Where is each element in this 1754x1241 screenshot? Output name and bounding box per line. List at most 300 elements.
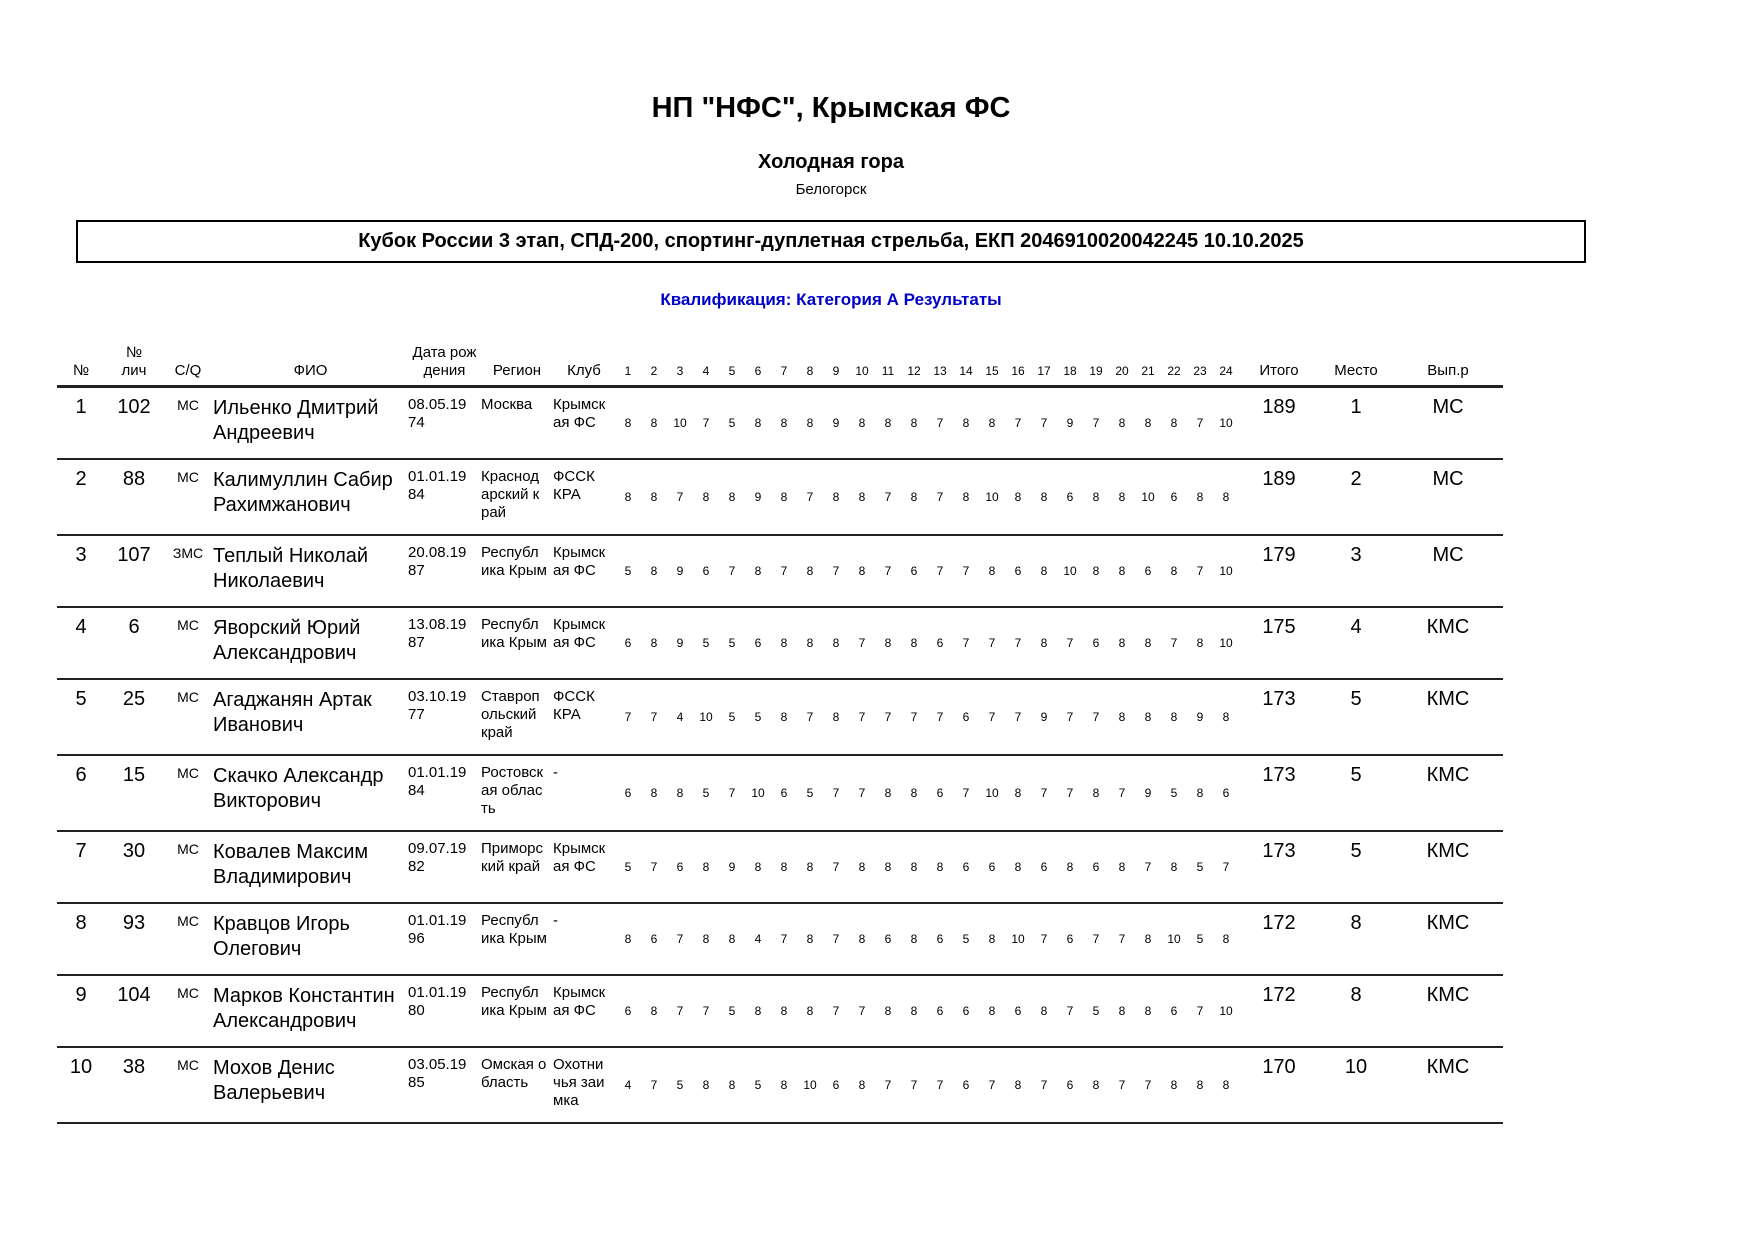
series-score-cell: 6: [1014, 1004, 1022, 1018]
class-cell: МС: [177, 617, 199, 633]
series-score-cell: 8: [650, 636, 658, 650]
series-score-cell: 6: [1092, 860, 1100, 874]
series-score-cell: 8: [702, 1078, 710, 1092]
table-row: [57, 1047, 1503, 1123]
header-series: 4: [702, 363, 710, 378]
series-score-cell: 6: [1092, 636, 1100, 650]
header-place: Место: [1334, 362, 1378, 379]
bib-number-cell: 6: [128, 616, 140, 638]
row-number-cell: 10: [69, 1056, 93, 1078]
header-series: 21: [1141, 363, 1155, 378]
row-number-cell: 9: [75, 984, 87, 1006]
header-dob: [408, 344, 481, 387]
series-score-cell: 7: [702, 1004, 710, 1018]
section-title: Квалификация: Категория А Результаты: [660, 290, 1002, 309]
series-score-cell: 8: [1222, 490, 1230, 504]
series-score-cell: 8: [1144, 932, 1152, 946]
series-score-cell: 8: [780, 860, 788, 874]
series-score-cell: 7: [1040, 1078, 1048, 1092]
series-score-cell: 6: [910, 564, 918, 578]
series-score-cell: 6: [1066, 490, 1074, 504]
series-score-cell: 6: [1066, 932, 1074, 946]
series-score-cell: 10: [1219, 416, 1233, 430]
header-series: 22: [1167, 363, 1181, 378]
series-score-cell: 8: [1014, 786, 1022, 800]
header-total: Итого: [1259, 362, 1299, 379]
series-score-cell: 7: [832, 564, 840, 578]
series-score-cell: 8: [1118, 860, 1126, 874]
header-series: 15: [985, 363, 999, 378]
series-score-cell: 8: [1092, 1078, 1100, 1092]
series-score-cell: 8: [988, 416, 996, 430]
series-score-cell: 10: [1219, 1004, 1233, 1018]
table-header-row: [57, 344, 1503, 387]
total-cell: 172: [1262, 984, 1296, 1006]
series-score-cell: 6: [936, 786, 944, 800]
birth-date-cell: 09.07.1982: [408, 840, 467, 875]
series-score-cell: 8: [702, 860, 710, 874]
series-score-cell: 7: [624, 710, 632, 724]
bib-number-cell: 38: [122, 1056, 146, 1078]
series-score-cell: 10: [1167, 932, 1181, 946]
series-score-cell: 9: [754, 490, 762, 504]
series-score-cell: 7: [1196, 1004, 1204, 1018]
series-score-cell: 6: [1170, 490, 1178, 504]
series-score-cell: 8: [1014, 1078, 1022, 1092]
series-score-cell: 8: [702, 932, 710, 946]
table-row: [57, 975, 1503, 1047]
athlete-name-cell: Ковалев Максим Владимирович: [213, 841, 369, 888]
header-series: 20: [1115, 363, 1129, 378]
series-score-cell: 7: [1092, 932, 1100, 946]
region-cell: Республика Крым: [481, 544, 547, 579]
place-cell: 1: [1350, 396, 1362, 418]
series-score-cell: 8: [780, 636, 788, 650]
series-score-cell: 6: [1222, 786, 1230, 800]
header-series: 1: [624, 363, 632, 378]
table-row: [57, 387, 1503, 460]
place-cell: 8: [1350, 984, 1362, 1006]
series-score-cell: 6: [1066, 1078, 1074, 1092]
series-score-cell: 7: [1118, 1078, 1126, 1092]
rank-cell: КМС: [1426, 840, 1470, 862]
series-score-cell: 5: [1196, 860, 1204, 874]
row-number-cell: 3: [75, 544, 87, 566]
series-score-cell: 5: [754, 710, 762, 724]
series-score-cell: 8: [650, 416, 658, 430]
class-cell: МС: [177, 469, 199, 485]
series-score-cell: 8: [1092, 786, 1100, 800]
series-score-cell: 5: [676, 1078, 684, 1092]
series-score-cell: 5: [728, 1004, 736, 1018]
series-score-cell: 7: [988, 636, 996, 650]
series-score-cell: 8: [832, 636, 840, 650]
row-number-cell: 6: [75, 764, 87, 786]
series-score-cell: 8: [728, 490, 736, 504]
series-score-cell: 7: [988, 1078, 996, 1092]
series-score-cell: 7: [832, 860, 840, 874]
series-score-cell: 7: [1066, 786, 1074, 800]
series-score-cell: 10: [1141, 490, 1155, 504]
series-score-cell: 5: [754, 1078, 762, 1092]
bib-number-cell: 93: [122, 912, 146, 934]
series-score-cell: 8: [910, 860, 918, 874]
series-score-cell: 8: [910, 416, 918, 430]
series-score-cell: 7: [884, 710, 892, 724]
bib-number-cell: 25: [122, 688, 146, 710]
header-series: 6: [754, 363, 762, 378]
series-score-cell: 7: [806, 710, 814, 724]
series-score-cell: 8: [1118, 564, 1126, 578]
series-score-cell: 6: [1144, 564, 1152, 578]
series-score-cell: 10: [1219, 636, 1233, 650]
results-table-body: [57, 387, 1503, 1124]
event-banner: Кубок России 3 этап, СПД-200, спортинг-дуплетная стрельба, ЕКП 2046910020042245 10.10.2025: [76, 220, 1586, 263]
series-score-cell: 6: [702, 564, 710, 578]
athlete-name-cell: Марков Константин Александрович: [213, 985, 395, 1032]
rank-cell: КМС: [1426, 1056, 1470, 1078]
series-score-cell: 8: [780, 710, 788, 724]
row-number-cell: 4: [75, 616, 87, 638]
birth-date-cell: 13.08.1987: [408, 616, 467, 651]
athlete-name-cell: Мохов Денис Валерьевич: [213, 1057, 335, 1104]
header-name: ФИО: [293, 362, 328, 379]
series-score-cell: 8: [1170, 416, 1178, 430]
series-score-cell: 7: [910, 1078, 918, 1092]
series-score-cell: 8: [884, 786, 892, 800]
page-title: НП "НФС", Крымская ФС: [651, 92, 1011, 124]
series-score-cell: 6: [832, 1078, 840, 1092]
series-score-cell: 4: [676, 710, 684, 724]
club-cell: Крымская ФС: [553, 984, 606, 1019]
header-bib: [105, 344, 163, 387]
class-cell: МС: [177, 689, 199, 705]
series-score-cell: 7: [728, 786, 736, 800]
series-score-cell: 8: [832, 710, 840, 724]
series-score-cell: 7: [962, 786, 970, 800]
series-score-cell: 8: [806, 932, 814, 946]
series-score-cell: 7: [1092, 416, 1100, 430]
series-score-cell: 8: [1170, 710, 1178, 724]
series-score-cell: 8: [1222, 710, 1230, 724]
club-cell: Крымская ФС: [553, 616, 606, 651]
series-score-cell: 7: [1066, 636, 1074, 650]
series-score-cell: 8: [1040, 1004, 1048, 1018]
series-score-cell: 8: [1196, 490, 1204, 504]
header-series: 2: [650, 363, 658, 378]
series-score-cell: 7: [1144, 860, 1152, 874]
birth-date-cell: 08.05.1974: [408, 396, 467, 431]
region-cell: Республика Крым: [481, 984, 547, 1019]
table-row: [57, 679, 1503, 755]
series-score-cell: 7: [1066, 1004, 1074, 1018]
series-score-cell: 8: [1196, 1078, 1204, 1092]
series-score-cell: 8: [754, 564, 762, 578]
series-score-cell: 7: [936, 564, 944, 578]
series-score-cell: 7: [1118, 786, 1126, 800]
class-cell: МС: [177, 913, 199, 929]
series-score-cell: 6: [650, 932, 658, 946]
place-cell: 2: [1350, 468, 1362, 490]
series-score-cell: 8: [624, 932, 632, 946]
club-cell: ФССК КРА: [553, 688, 595, 723]
place-cell: 5: [1350, 764, 1362, 786]
series-score-cell: 7: [910, 710, 918, 724]
header-series: 3: [676, 363, 684, 378]
series-score-cell: 8: [754, 860, 762, 874]
table-row: [57, 755, 1503, 831]
series-score-cell: 8: [858, 1078, 866, 1092]
series-score-cell: 7: [1170, 636, 1178, 650]
series-score-cell: 5: [1196, 932, 1204, 946]
series-score-cell: 8: [1144, 636, 1152, 650]
header-series: 8: [806, 363, 814, 378]
series-score-cell: 9: [676, 564, 684, 578]
series-score-cell: 8: [858, 564, 866, 578]
series-score-cell: 6: [1170, 1004, 1178, 1018]
header-series: 23: [1193, 363, 1207, 378]
birth-date-cell: 01.01.1984: [408, 764, 467, 799]
series-score-cell: 6: [962, 1004, 970, 1018]
series-score-cell: 8: [1014, 490, 1022, 504]
series-score-cell: 4: [624, 1078, 632, 1092]
series-score-cell: 4: [754, 932, 762, 946]
row-number-cell: 7: [75, 840, 87, 862]
series-score-cell: 10: [673, 416, 687, 430]
series-score-cell: 8: [858, 932, 866, 946]
series-score-cell: 6: [624, 636, 632, 650]
series-score-cell: 8: [858, 860, 866, 874]
place-cell: 5: [1350, 688, 1362, 710]
series-score-cell: 7: [1144, 1078, 1152, 1092]
rank-cell: МС: [1432, 468, 1464, 490]
series-score-cell: 7: [780, 564, 788, 578]
series-score-cell: 10: [985, 490, 999, 504]
series-score-cell: 7: [1066, 710, 1074, 724]
bib-number-cell: 30: [122, 840, 146, 862]
header-series: 11: [881, 363, 895, 378]
athlete-name-cell: Ильенко Дмитрий Андреевич: [213, 397, 379, 444]
club-cell: Охотничья заимка: [553, 1056, 605, 1109]
series-score-cell: 8: [910, 490, 918, 504]
series-score-cell: 7: [832, 786, 840, 800]
series-score-cell: 8: [806, 636, 814, 650]
series-score-cell: 7: [1222, 860, 1230, 874]
series-score-cell: 8: [1118, 710, 1126, 724]
series-score-cell: 6: [1014, 564, 1022, 578]
series-score-cell: 8: [1222, 1078, 1230, 1092]
region-cell: Республика Крым: [481, 616, 547, 651]
series-score-cell: 10: [1011, 932, 1025, 946]
region-cell: Ставропольский край: [481, 688, 540, 741]
series-score-cell: 8: [754, 416, 762, 430]
series-score-cell: 5: [728, 710, 736, 724]
athlete-name-cell: Яворский Юрий Александрович: [213, 617, 361, 664]
header-series: 24: [1219, 363, 1233, 378]
rank-cell: МС: [1432, 544, 1464, 566]
place-cell: 5: [1350, 840, 1362, 862]
row-number-cell: 1: [75, 396, 87, 418]
series-score-cell: 8: [1092, 564, 1100, 578]
series-score-cell: 8: [1170, 860, 1178, 874]
series-score-cell: 8: [1144, 710, 1152, 724]
series-score-cell: 8: [754, 1004, 762, 1018]
header-series: 14: [959, 363, 973, 378]
class-cell: МС: [177, 985, 199, 1001]
series-score-cell: 8: [884, 860, 892, 874]
series-score-cell: 7: [1040, 932, 1048, 946]
class-cell: МС: [177, 397, 199, 413]
series-score-cell: 8: [780, 1004, 788, 1018]
series-score-cell: 8: [780, 490, 788, 504]
header-series: 13: [933, 363, 947, 378]
series-score-cell: 8: [650, 786, 658, 800]
series-score-cell: 8: [1118, 1004, 1126, 1018]
series-score-cell: 8: [1118, 636, 1126, 650]
series-score-cell: 10: [751, 786, 765, 800]
series-score-cell: 7: [728, 564, 736, 578]
region-cell: Краснодарский край: [481, 468, 540, 521]
header-region: Регион: [492, 362, 542, 379]
series-score-cell: 8: [702, 490, 710, 504]
class-cell: МС: [177, 1057, 199, 1073]
header-series: 7: [780, 363, 788, 378]
series-score-cell: 7: [1040, 416, 1048, 430]
rank-cell: КМС: [1426, 912, 1470, 934]
series-score-cell: 7: [936, 490, 944, 504]
series-score-cell: 8: [650, 490, 658, 504]
row-number-cell: 8: [75, 912, 87, 934]
series-score-cell: 6: [936, 1004, 944, 1018]
bib-number-cell: 104: [117, 984, 151, 1006]
series-score-cell: 7: [936, 1078, 944, 1092]
series-score-cell: 7: [858, 710, 866, 724]
series-score-cell: 6: [1040, 860, 1048, 874]
header-series: 5: [728, 363, 736, 378]
series-score-cell: 6: [962, 860, 970, 874]
series-score-cell: 9: [676, 636, 684, 650]
header-num: №: [72, 362, 90, 379]
bib-number-cell: 15: [122, 764, 146, 786]
series-score-cell: 8: [910, 932, 918, 946]
series-score-cell: 8: [728, 1078, 736, 1092]
series-score-cell: 8: [1170, 1078, 1178, 1092]
header-club: Клуб: [567, 362, 601, 379]
series-score-cell: 7: [858, 786, 866, 800]
total-cell: 173: [1262, 840, 1296, 862]
row-number-cell: 5: [75, 688, 87, 710]
series-score-cell: 5: [702, 786, 710, 800]
series-score-cell: 5: [624, 564, 632, 578]
series-score-cell: 8: [1196, 786, 1204, 800]
athlete-name-cell: Калимуллин Сабир Рахимжанович: [213, 469, 393, 516]
region-cell: Москва: [481, 396, 533, 413]
series-score-cell: 8: [806, 1004, 814, 1018]
total-cell: 189: [1262, 468, 1296, 490]
series-score-cell: 5: [728, 636, 736, 650]
club-cell: -: [553, 912, 558, 929]
series-score-cell: 8: [1118, 416, 1126, 430]
series-score-cell: 5: [624, 860, 632, 874]
series-score-cell: 7: [858, 1004, 866, 1018]
series-score-cell: 5: [1170, 786, 1178, 800]
place-cell: 10: [1344, 1056, 1368, 1078]
place-cell: 3: [1350, 544, 1362, 566]
header-dob-label: Дата рождения: [412, 344, 477, 379]
header-series: 16: [1011, 363, 1025, 378]
series-score-cell: 7: [962, 564, 970, 578]
series-score-cell: 8: [1118, 490, 1126, 504]
club-cell: Крымская ФС: [553, 396, 606, 431]
series-score-cell: 8: [1040, 636, 1048, 650]
series-score-cell: 9: [832, 416, 840, 430]
table-row: [57, 459, 1503, 535]
series-score-cell: 7: [962, 636, 970, 650]
series-score-cell: 7: [676, 932, 684, 946]
venue-title: Холодная гора: [758, 151, 904, 173]
series-score-cell: 6: [962, 710, 970, 724]
series-score-cell: 5: [702, 636, 710, 650]
series-score-cell: 9: [728, 860, 736, 874]
rank-cell: МС: [1432, 396, 1464, 418]
series-score-cell: 8: [884, 416, 892, 430]
series-score-cell: 7: [1040, 786, 1048, 800]
series-score-cell: 8: [728, 932, 736, 946]
region-cell: Республика Крым: [481, 912, 547, 947]
series-score-cell: 9: [1144, 786, 1152, 800]
series-score-cell: 8: [832, 490, 840, 504]
series-score-cell: 10: [1219, 564, 1233, 578]
series-score-cell: 8: [650, 564, 658, 578]
series-score-cell: 7: [884, 1078, 892, 1092]
athlete-name-cell: Кравцов Игорь Олегович: [213, 913, 350, 960]
series-score-cell: 10: [985, 786, 999, 800]
series-score-cell: 6: [624, 1004, 632, 1018]
series-score-cell: 8: [1144, 1004, 1152, 1018]
series-score-cell: 10: [699, 710, 713, 724]
header-series: 18: [1063, 363, 1077, 378]
series-score-cell: 6: [676, 860, 684, 874]
rank-cell: КМС: [1426, 764, 1470, 786]
series-score-cell: 8: [1066, 860, 1074, 874]
series-score-cell: 5: [1092, 1004, 1100, 1018]
series-score-cell: 8: [780, 1078, 788, 1092]
series-score-cell: 7: [936, 416, 944, 430]
bib-number-cell: 107: [117, 544, 151, 566]
place-cell: 4: [1350, 616, 1362, 638]
row-number-cell: 2: [75, 468, 87, 490]
header-bib-label: № лич: [121, 344, 147, 379]
series-score-cell: 8: [936, 860, 944, 874]
class-cell: МС: [177, 841, 199, 857]
table-row: [57, 535, 1503, 607]
birth-date-cell: 03.05.1985: [408, 1056, 467, 1091]
series-score-cell: 8: [806, 416, 814, 430]
series-score-cell: 10: [803, 1078, 817, 1092]
series-score-cell: 8: [910, 1004, 918, 1018]
series-score-cell: 7: [1118, 932, 1126, 946]
series-score-cell: 8: [858, 416, 866, 430]
birth-date-cell: 01.01.1980: [408, 984, 467, 1019]
class-cell: МС: [177, 765, 199, 781]
series-score-cell: 7: [676, 1004, 684, 1018]
series-score-cell: 8: [780, 416, 788, 430]
series-score-cell: 8: [910, 636, 918, 650]
total-cell: 179: [1262, 544, 1296, 566]
bib-number-cell: 88: [122, 468, 146, 490]
series-score-cell: 5: [962, 932, 970, 946]
series-score-cell: 7: [884, 490, 892, 504]
